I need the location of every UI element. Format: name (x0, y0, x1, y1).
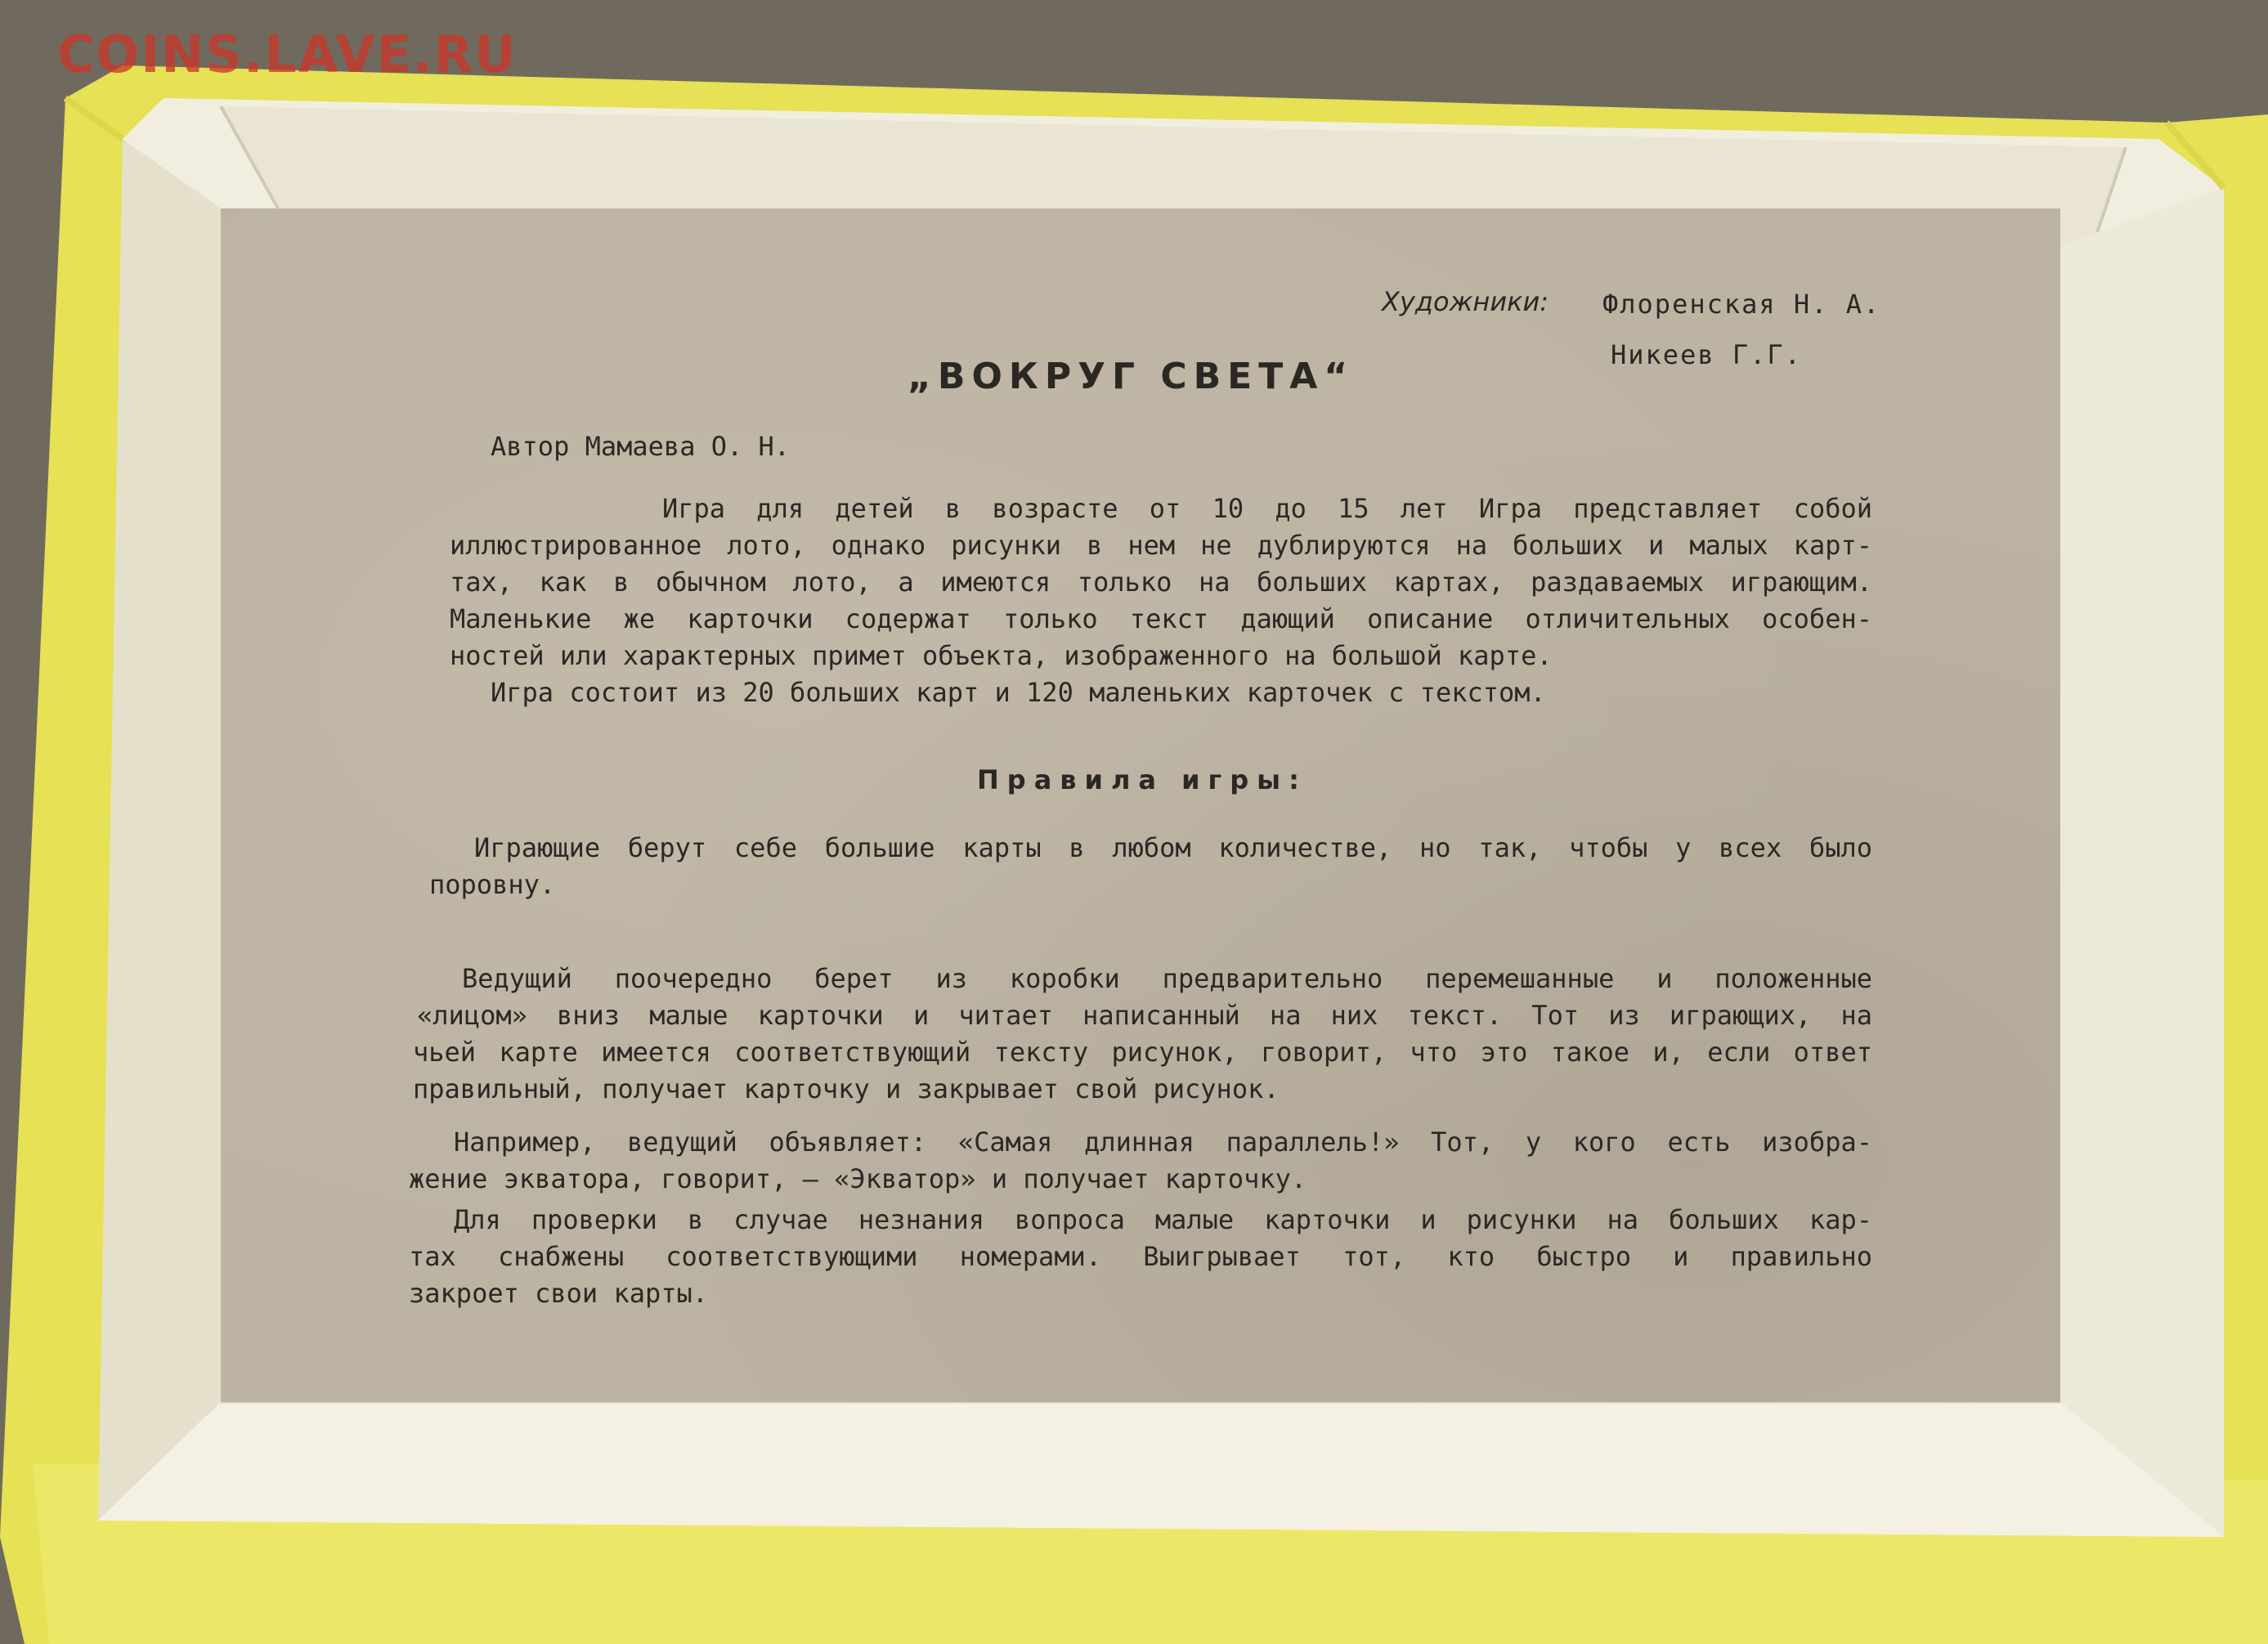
rules-line: жение экватора, говорит, — «Экватор» и получает карточку. (409, 1163, 1307, 1194)
rules-line: Играющие берут себе большие карты в любом количестве, но так, чтобы у всех было (474, 832, 1872, 863)
intro-line: ностей или характерных примет объекта, изображенного на большой карте. (450, 640, 1553, 671)
watermark-text: COINS.LAVE.RU (57, 25, 518, 84)
rules-line: тах снабжены соответствующими номерами. Выигрывает тот, кто быстро и правильно (409, 1241, 1872, 1272)
artists-label: Художники: (1382, 286, 1549, 317)
rules-line: поровну. (429, 869, 556, 900)
intro-line: Маленькие же карточки содержат только текст дающий описание отличительных особен- (450, 603, 1872, 634)
sheet-title: „ВОКРУГ СВЕТА“ (908, 356, 1355, 397)
rules-line: правильный, получает карточку и закрывает свой рисунок. (413, 1073, 1280, 1104)
rules-line: Для проверки в случае незнания вопроса малые карточки и рисунки на больших кар- (454, 1204, 1872, 1235)
rules-line: чьей карте имеется соответствующий тексту рисунок, говорит, что это такое и, если ответ (413, 1037, 1872, 1068)
rules-line: Ведущий поочередно берет из коробки предварительно перемешанные и положенные (462, 963, 1872, 994)
instruction-sheet (221, 208, 2060, 1402)
intro-line: иллюстрированное лото, однако рисунки в нем не дублируются на больших и малых карт- (450, 530, 1872, 561)
rules-line: закроет свои карты. (409, 1278, 709, 1309)
intro-line: Игра состоит из 20 больших карт и 120 маленьких карточек с текстом. (491, 677, 1546, 708)
rules-heading: Правила игры: (977, 764, 1307, 795)
rules-line: Например, ведущий объявляет: «Самая длинная параллель!» Тот, у кого есть изобра- (454, 1127, 1872, 1158)
rules-line: «лицом» вниз малые карточки и читает написанный на них текст. Тот из играющих, на (417, 1000, 1872, 1031)
artist-1: Флоренская Н. А. (1602, 289, 1881, 320)
intro-line: Игра для детей в возрасте от 10 до 15 лет Игра представляет собой (662, 493, 1872, 524)
artist-2: Никеев Г.Г. (1611, 339, 1802, 370)
intro-line: тах, как в обычном лото, а имеются только на больших картах, раздаваемых играющим. (450, 567, 1872, 598)
author-line: Автор Мамаева О. Н. (491, 431, 791, 462)
